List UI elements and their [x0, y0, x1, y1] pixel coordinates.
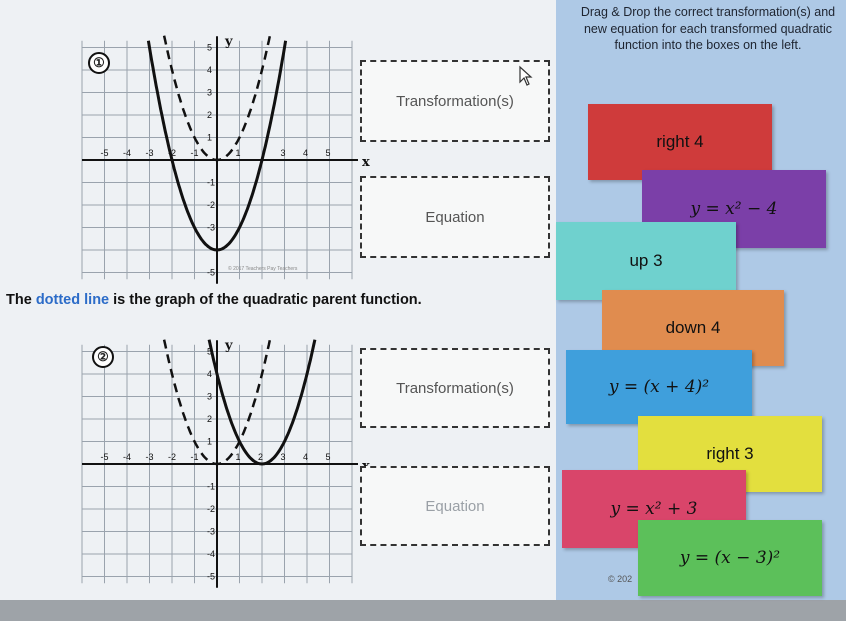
- y-tick-label: -1: [207, 481, 216, 492]
- x-tick-label: 5: [325, 148, 331, 158]
- x-tick-label: 4: [303, 148, 309, 158]
- tile-right-3[interactable]: right 3: [638, 416, 822, 492]
- tile-equation-x-squared-plus-3[interactable]: y = x² + 3: [562, 470, 746, 548]
- y-tick-label: 5: [207, 42, 213, 53]
- drop-box-label: Transformation(s): [396, 92, 514, 110]
- y-tick-label: 3: [207, 391, 213, 402]
- caption-text: The dotted line is the graph of the quadratic parent function.: [6, 292, 422, 308]
- x-tick-label: -5: [100, 452, 109, 462]
- x-tick-label: -4: [123, 452, 132, 462]
- problem-2-number: ②: [92, 346, 114, 368]
- tile-equation-x-plus-4-squared[interactable]: y = (x + 4)²: [566, 350, 752, 424]
- graph-1-svg: [82, 30, 370, 278]
- x-tick-label: 5: [325, 452, 331, 462]
- copyright-text: © 202: [608, 574, 633, 584]
- tile-equation-x-squared-minus-4[interactable]: y = x² − 4: [642, 170, 826, 248]
- tile-right-4[interactable]: right 4: [588, 104, 772, 180]
- x-tick-label: 1: [235, 148, 241, 158]
- x-tick-label: -1: [190, 452, 199, 462]
- y-tick-label: 1: [207, 132, 213, 143]
- y-tick-label: 1: [207, 436, 213, 447]
- graph-2-svg: [82, 334, 352, 582]
- x-tick-label: 3: [280, 148, 286, 158]
- y-tick-label: 4: [207, 369, 213, 379]
- bottom-strip: [0, 600, 846, 621]
- y-axis-label: y: [225, 34, 233, 50]
- y-tick-label: -1: [207, 177, 216, 188]
- drop-box-label: Equation: [425, 497, 485, 515]
- drop-box-label: Transformation(s): [396, 379, 514, 397]
- y-tick-label: -4: [207, 549, 216, 559]
- y-tick-label: -5: [207, 571, 216, 582]
- x-axis-label: x: [362, 155, 370, 170]
- drop-box-transformation-2[interactable]: [360, 348, 550, 428]
- x-tick-label: -5: [100, 148, 109, 158]
- y-tick-label: -5: [207, 267, 216, 278]
- y-tick-label: 5: [207, 346, 213, 357]
- drop-box-equation-1[interactable]: [360, 176, 550, 258]
- y-tick-label: -3: [207, 222, 216, 233]
- drop-box-label: Equation: [425, 208, 485, 226]
- tile-down-4[interactable]: down 4: [602, 290, 784, 366]
- x-tick-label: -1: [190, 148, 199, 158]
- dotted-line-emphasis: dotted line: [35, 292, 110, 308]
- drop-box-equation-2[interactable]: [360, 466, 550, 546]
- x-tick-label: -3: [145, 148, 154, 158]
- y-axis-label: y: [225, 338, 233, 354]
- graph-1: [82, 30, 370, 278]
- tile-equation-x-minus-3-squared[interactable]: y = (x − 3)²: [638, 520, 822, 596]
- x-tick-label: 3: [280, 452, 286, 462]
- y-tick-label: -2: [207, 504, 216, 514]
- y-tick-label: 2: [207, 414, 213, 424]
- x-tick-label: 4: [303, 452, 309, 462]
- tile-up-3[interactable]: up 3: [556, 222, 736, 300]
- y-tick-label: 2: [207, 110, 213, 120]
- y-tick-label: 4: [207, 65, 213, 75]
- y-tick-label: -3: [207, 526, 216, 537]
- mouse-pointer-icon: [519, 66, 533, 91]
- graph-2: [82, 334, 352, 582]
- y-tick-label: -2: [207, 200, 216, 210]
- tiny-caption: © 2017 Teachers Pay Teachers: [228, 266, 298, 272]
- x-tick-label: -4: [123, 148, 132, 158]
- x-tick-label: 2: [258, 452, 264, 462]
- x-tick-label: -3: [145, 452, 154, 462]
- problem-1-number: ①: [88, 52, 110, 74]
- x-tick-label: 1: [235, 452, 241, 462]
- x-tick-label: -2: [168, 452, 177, 462]
- y-tick-label: 3: [207, 87, 213, 98]
- x-tick-label: -2: [168, 148, 177, 158]
- instructions-text: Drag & Drop the correct transformation(s) and new equation for each transformed quadratic function into the boxes on the left.: [580, 5, 836, 52]
